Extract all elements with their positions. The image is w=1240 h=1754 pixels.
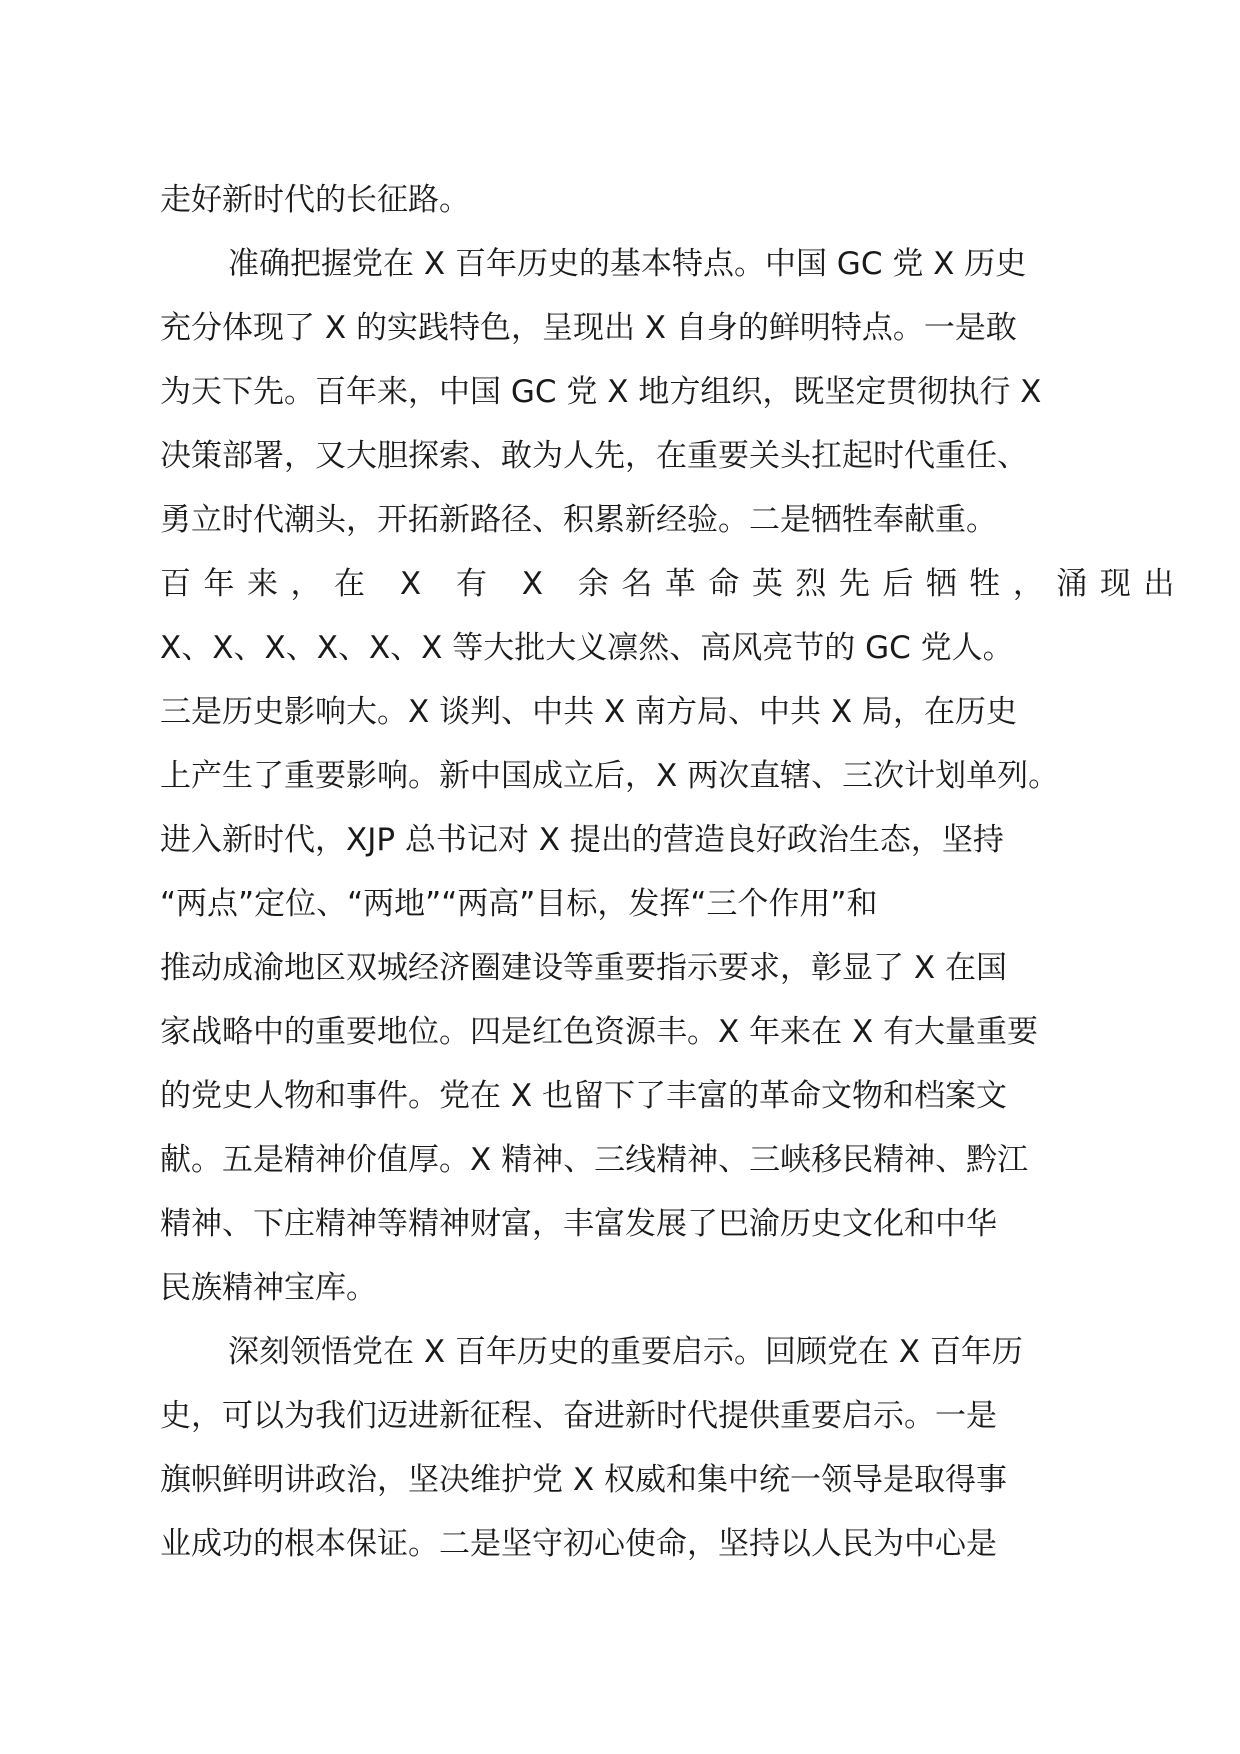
document-text-line: 旗帜鲜明讲政治，坚决维护党 X 权威和集中统一领导是取得事 [160, 1462, 1007, 1498]
document-text-line: 推动成渝地区双城经济圈建设等重要指示要求，彰显了 X 在国 [160, 950, 1007, 986]
document-text-line: 精神、下庄精神等精神财富，丰富发展了巴渝历史文化和中华 [160, 1206, 997, 1242]
document-text-line: 三是历史影响大。X 谈判、中共 X 南方局、中共 X 局，在历史 [160, 694, 1017, 730]
document-body [160, 168, 1187, 1576]
document-text-line: 准确把握党在 X 百年历史的基本特点。中国 GC 党 X 历史 [228, 246, 1027, 282]
document-text-line: 走好新时代的长征路。 [160, 182, 470, 218]
document-text-line: 深刻领悟党在 X 百年历史的重要启示。回顾党在 X 百年历 [228, 1334, 1023, 1370]
document-text-line: 史，可以为我们迈进新征程、奋进新时代提供重要启示。一是 [160, 1398, 997, 1434]
document-text-line: 民族精神宝库。 [160, 1270, 377, 1306]
document-text-line: 百年来，在 X 有 X 余名革命英烈先后牺牲，涌现出 [160, 566, 1187, 602]
document-text-line: 充分体现了 X 的实践特色，呈现出 X 自身的鲜明特点。一是敢 [160, 310, 1017, 346]
document-text-line: 为天下先。百年来，中国 GC 党 X 地方组织，既坚定贯彻执行 X [160, 374, 1042, 410]
document-text-line: 勇立时代潮头，开拓新路径、积累新经验。二是牺牲奉献重。 [160, 502, 997, 538]
document-text-line: “两点”定位、“两地”“两高”目标，发挥“三个作用”和 [160, 886, 878, 922]
document-text-line: 献。五是精神价值厚。X 精神、三线精神、三峡移民精神、黔江 [160, 1142, 1029, 1178]
document-text-line: 业成功的根本保证。二是坚守初心使命，坚持以人民为中心是 [160, 1526, 997, 1562]
document-text-line: 家战略中的重要地位。四是红色资源丰。X 年来在 X 有大量重要 [160, 1014, 1039, 1050]
document-text-line: 的党史人物和事件。党在 X 也留下了丰富的革命文物和档案文 [160, 1078, 1007, 1114]
document-text-line: 进入新时代，XJP 总书记对 X 提出的营造良好政治生态，坚持 [160, 822, 1004, 858]
document-text-line: 决策部署，又大胆探索、敢为人先，在重要关头扛起时代重任、 [160, 438, 1028, 474]
document-text-line: 上产生了重要影响。新中国成立后，X 两次直辖、三次计划单列。 [160, 758, 1060, 794]
document-text-line: X、X、X、X、X、X 等大批大义凛然、高风亮节的 GC 党人。 [160, 630, 1014, 666]
